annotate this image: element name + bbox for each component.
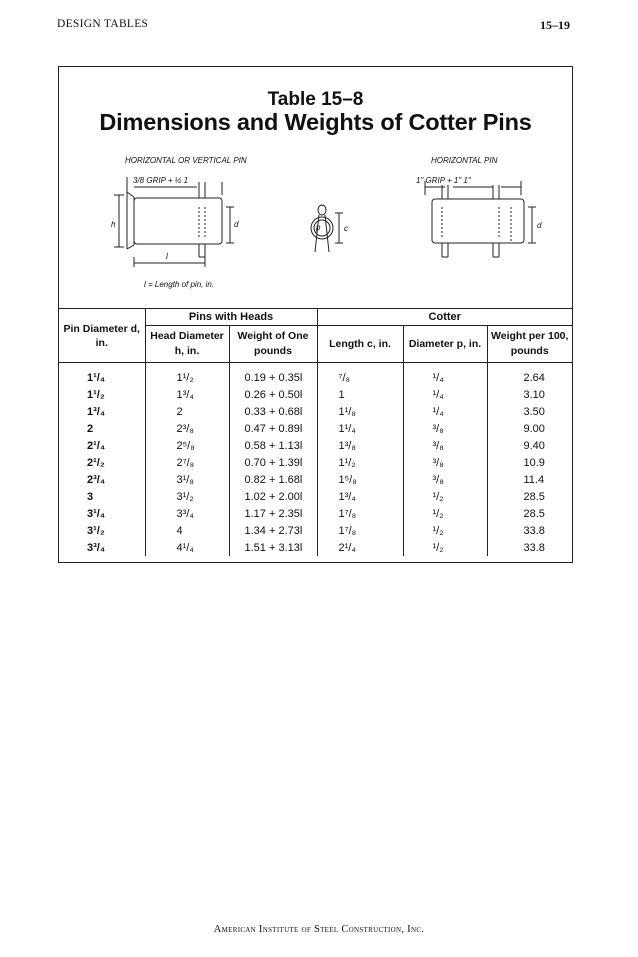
table-row [59,437,572,454]
table-cell: 0.26 + 0.50l [229,386,317,403]
table-cell: 9.40 [487,437,572,454]
label-c: c [344,224,348,233]
table-cell: 1³/₄ [145,386,229,403]
table-cell: 4 [145,522,229,539]
table-cell: 1¹/₂ [317,454,403,471]
running-header-section: DESIGN TABLES [57,18,149,30]
header-weight-one: Weight of One pounds [229,326,317,363]
table-cell: 1⁵/₈ [317,471,403,488]
table-row [59,539,572,556]
header-cotter-diameter: Diameter p, in. [403,326,487,363]
table-cell: 0.70 + 1.39l [229,454,317,471]
table-row [59,420,572,437]
left-pin-drawing [114,177,234,267]
table-cell: 2⁷/₈ [145,454,229,471]
table-cell: ³/₈ [403,454,487,471]
label-d-right: d [537,221,542,230]
table-cell: 1⁷/₈ [317,522,403,539]
table-cell: ¹/₄ [403,403,487,420]
table-cell: 3.10 [487,386,572,403]
table-cell: 4¹/₄ [145,539,229,556]
table-row [59,522,572,539]
table-cell: ³/₈ [403,471,487,488]
figure-caption-left: HORIZONTAL OR VERTICAL PIN [125,156,247,165]
table-cell: 1.51 + 3.13l [229,539,317,556]
table-cell: 33.8 [487,522,572,539]
table-cell: 3¹/₂ [145,488,229,505]
table-cell: ⁷/₈ [317,363,403,387]
header-length: Length c, in. [317,326,403,363]
table-row [59,471,572,488]
table-row [59,488,572,505]
table-cell: 2³/₈ [145,420,229,437]
table-cell: 3³/₄ [145,505,229,522]
table-number: Table 15–8 [267,89,364,110]
table-row [59,454,572,471]
table-cell: 1¹/₈ [317,403,403,420]
table-cell: 3¹/₄ [87,507,106,520]
table-cell: ³/₈ [403,437,487,454]
cotter-pin-table [59,308,572,556]
table-row [59,505,572,522]
table-cell: 1.34 + 2.73l [229,522,317,539]
cotter-pin-figure [59,67,572,307]
header-weight-per-100: Weight per 100, pounds [487,326,572,363]
table-row [59,363,572,387]
table-cell: 1¹/₄ [87,371,106,384]
table-cell: 0.82 + 1.68l [229,471,317,488]
table-cell: 0.58 + 1.13l [229,437,317,454]
table-cell: 2 [145,403,229,420]
table-cell: 10.9 [487,454,572,471]
table-cell: 2⁵/₈ [145,437,229,454]
label-d-left: d [234,220,239,229]
table-cell: 0.47 + 0.89l [229,420,317,437]
table-cell: ¹/₄ [403,386,487,403]
right-pin-drawing [425,181,536,257]
table-title: Dimensions and Weights of Cotter Pins [99,109,532,135]
label-l: l [166,252,168,261]
table-cell: 2 [87,422,94,435]
table-cell: ³/₈ [403,420,487,437]
header-group-cotter: Cotter [317,309,572,326]
table-cell: ¹/₂ [403,488,487,505]
table-cell: 1¹/₂ [145,363,229,387]
table-cell: 1¹/₂ [87,388,105,401]
table-cell: 2³/₄ [87,473,106,486]
table-cell: 1⁷/₈ [317,505,403,522]
table-cell: 2¹/₂ [87,456,105,469]
table-cell: 1³/₄ [87,405,106,418]
table-cell: 1.02 + 2.00l [229,488,317,505]
left-top-dimensions: 3/8 GRIP + ½ 1 [133,176,189,185]
table-cell: 0.19 + 0.35l [229,363,317,387]
length-note: l = Length of pin, in. [144,280,215,289]
table-cell: 1¹/₄ [317,420,403,437]
label-p: p [316,223,321,232]
table-row [59,403,572,420]
table-cell: 1³/₄ [317,488,403,505]
table-cell: 2.64 [487,363,572,387]
table-frame [58,66,573,563]
table-cell: 3¹/₈ [145,471,229,488]
right-top-dimensions: 1" GRIP + 1" 1" [416,176,471,185]
header-group-pins-with-heads: Pins with Heads [145,309,317,326]
table-cell: 3 [87,490,94,503]
page-footer: American Institute of Steel Construction, Inc. [213,924,425,935]
table-cell: 0.33 + 0.68l [229,403,317,420]
header-pin-diameter: Pin Diameter d, in. [59,309,145,363]
table-cell: 9.00 [487,420,572,437]
table-cell: 28.5 [487,488,572,505]
table-cell: 3³/₄ [87,541,106,554]
table-cell: 1.17 + 2.35l [229,505,317,522]
table-cell: 1³/₈ [317,437,403,454]
table-cell: 3.50 [487,403,572,420]
table-row [59,386,572,403]
header-head-diameter: Head Diameter h, in. [145,326,229,363]
table-cell: 2¹/₄ [87,439,106,452]
table-cell: ¹/₂ [403,539,487,556]
table-cell: 2¹/₄ [317,539,403,556]
label-h: h [111,220,116,229]
table-cell: ¹/₂ [403,505,487,522]
figure-caption-right: HORIZONTAL PIN [431,156,498,165]
table-cell: 3¹/₂ [87,524,105,537]
table-cell: 11.4 [487,471,572,488]
table-cell: 1 [317,386,403,403]
table-cell: 28.5 [487,505,572,522]
table-cell: 33.8 [487,539,572,556]
table-cell: ¹/₂ [403,522,487,539]
page-number: 15–19 [540,18,570,32]
table-cell: ¹/₄ [403,363,487,387]
